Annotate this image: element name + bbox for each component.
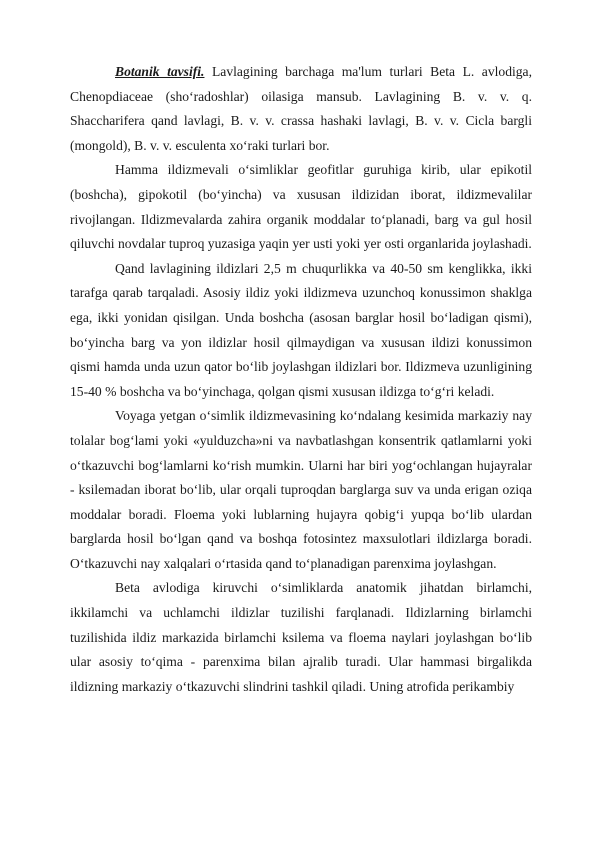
- section-heading: Botanik tavsifi.: [115, 64, 205, 79]
- paragraph-root-system: Qand lavlagining ildizlari 2,5 m chuqurlikka va 40-50 sm kenglikka, ikki tarafga qarab tarqaladi. Asosiy ildiz yoki ildizmeva uzunchoq konussimon shaklga ega, ikki yonidan qisilgan. Unda boshcha (asosan barglar hosil bo‘ladigan qismi), bo‘yincha barg va yon ildizlar hosil qilmaydigan va xususan ildizi konussimon qismi hamda unda uzun qator bo‘lib joylashgan ildizlari bor. Ildizmeva uzunligining 15-40 % boshcha va bo‘yinchaga, qolgan qismi xususan ildizga to‘g‘ri keladi.: [70, 260, 532, 399]
- paragraph-cross-section: Voyaga yetgan o‘simlik ildizmevasining ko‘ndalang kesimida markaziy nay tolalar bog‘lami yoki «yulduzcha»ni va navbatlashgan konsentrik qatlamlarni yoki o‘tkazuvchi bog‘lamlarni ko‘rish mumkin. Ularni har biri yog‘ochlangan hujayralar - ksilemadan iborat bo‘lib, ular orqali tuproqdan barglarga suv va unda erigan oziqa moddalar boradi. Floema yoki lublarning hujayra qobig‘i yupqa bo‘lib ulardan barglarda hosil bo‘lgan qand va boshqa fotosintez maxsulotlari ildizlarga boradi. O‘tkazuvchi nay xalqalari o‘rtasida qand to‘planadigan parenxima joylashgan.: [70, 408, 532, 571]
- paragraph-anatomy: Beta avlodiga kiruvchi o‘simliklarda anatomik jihatdan birlamchi, ikkilamchi va uchlamchi ildizlar tuzilishi farqlanadi. Ildizlarning birlamchi tuzilishida ildiz markazida birlamchi ksilema va floema naylari joylashgan bo‘lib ular asosiy to‘qima - parenxima bilan ajralib turadi. Ular hammasi birgalikda ildizning markaziy o‘tkazuvchi slindrini tashkil qiladi. Uning atrofida perikambiy: [70, 580, 532, 694]
- paragraph-root-crops: Hamma ildizmevali o‘simliklar geofitlar guruhiga kirib, ular epikotil (boshcha), gipokotil (bo‘yincha) va xususan ildizidan iborat, ildizmevalilar rivojlangan. Ildizmevalarda zahira organik moddalar to‘planadi, barg va gul hosil qiluvchi novdalar tuproq yuzasiga yaqin yer usti yoki yer osti organlarida joylashadi.: [70, 162, 532, 252]
- paragraph-1-text: Lavlagining barchaga ma'lum turlari Beta L. avlodiga, Chenopdiaceae (sho‘radoshlar) oilasiga mansub. Lavlagining B. v. v. q. Shaccharifera qand lavlagi, B. v. v. crassa hashaki lavlagi, B. v. v. Cicla bargli (mongold), B. v. v. esculenta xo‘raki turlari bor.: [70, 64, 532, 153]
- paragraph-taxonomy: [70, 60, 532, 158]
